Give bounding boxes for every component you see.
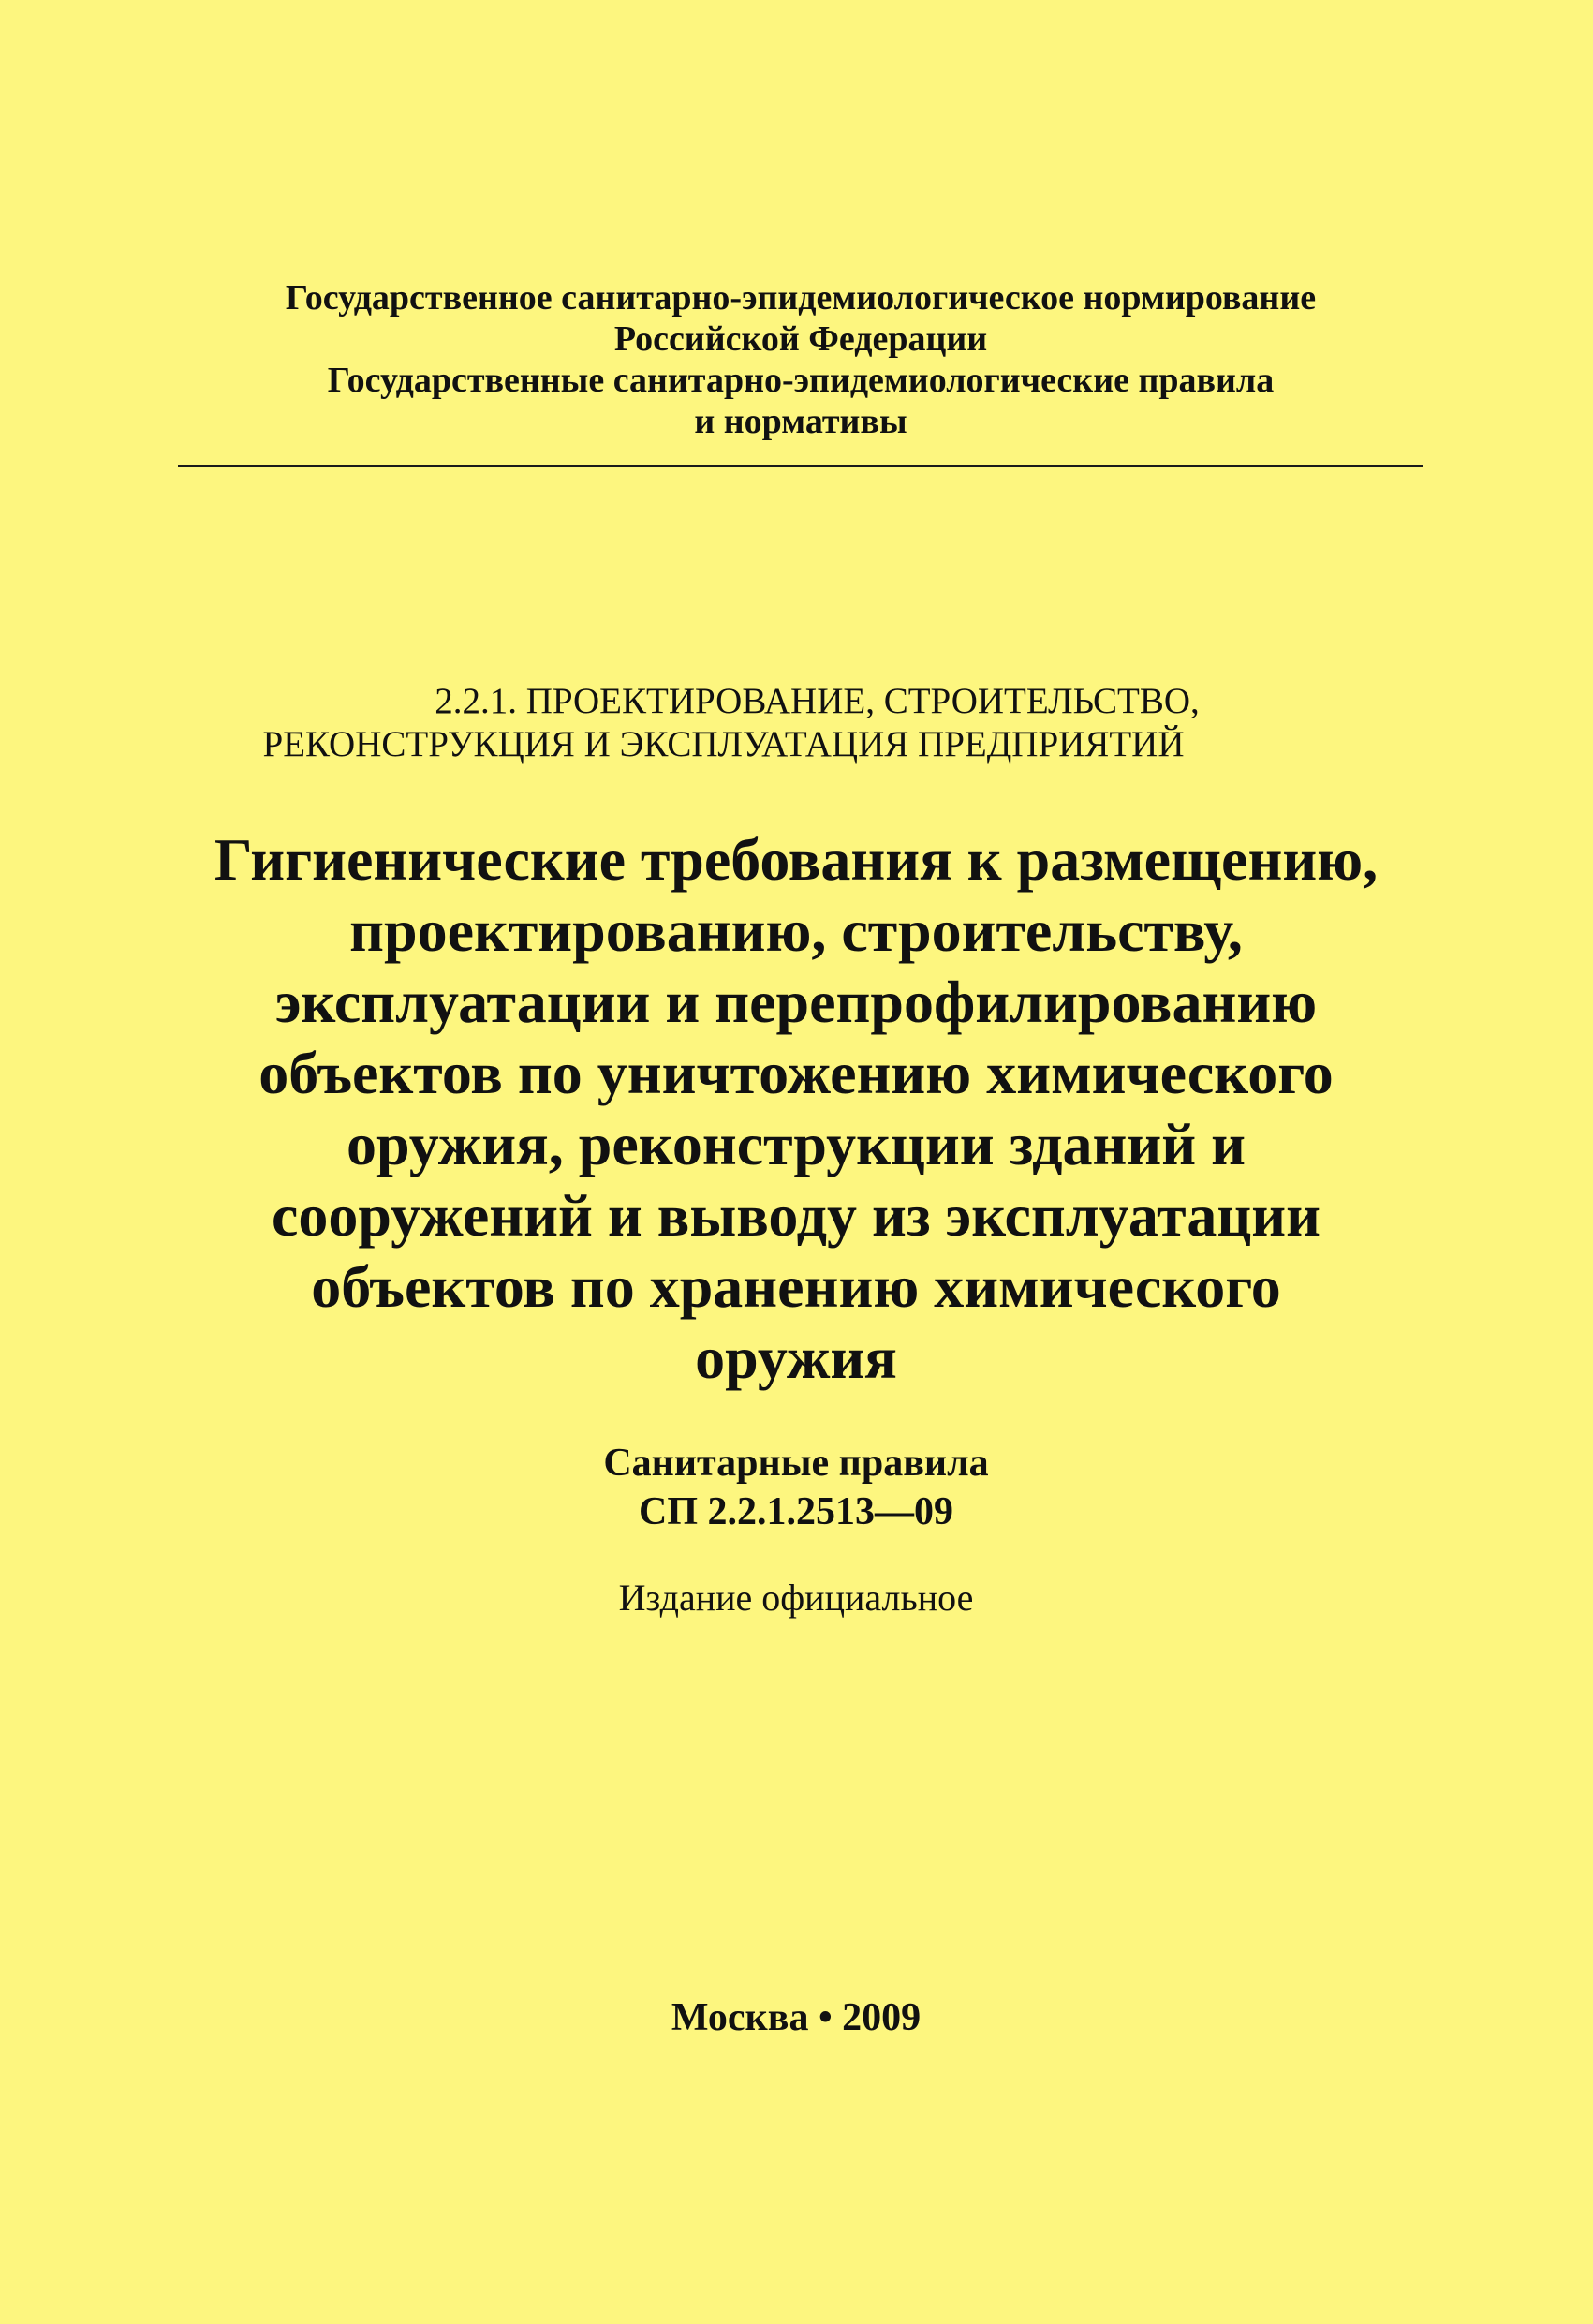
- document-title: [112, 824, 1480, 1394]
- title-line: объектов по уничтожению химического: [258, 1040, 1334, 1106]
- title-line: проектированию, строительству,: [349, 897, 1243, 964]
- section-line: РЕКОНСТРУКЦИЯ И ЭКСПЛУАТАЦИЯ ПРЕДПРИЯТИЙ: [262, 724, 1185, 764]
- header-divider: [178, 465, 1423, 467]
- section-line: 2.2.1. ПРОЕКТИРОВАНИЕ, СТРОИТЕЛЬСТВО,: [435, 681, 1200, 721]
- title-line: оружия: [695, 1325, 897, 1391]
- rules-type: Санитарные правила: [603, 1442, 989, 1485]
- title-line: Гигиенические требования к размещению,: [214, 826, 1379, 893]
- title-line: эксплуатации и перепрофилированию: [274, 969, 1318, 1035]
- issuing-authority-header: [178, 277, 1423, 442]
- header-line: Государственные санитарно-эпидемиологические правила: [327, 361, 1275, 400]
- title-line: сооружений и выводу из эксплуатации: [271, 1182, 1321, 1249]
- header-line: Государственное санитарно-эпидемиологическое нормирование: [285, 278, 1317, 318]
- title-line: оружия, реконструкции зданий и: [346, 1111, 1246, 1177]
- rules-code: СП 2.2.1.2513—09: [639, 1490, 953, 1533]
- edition-note: Издание официальное: [618, 1576, 974, 1619]
- title-line: объектов по хранению химического: [311, 1253, 1281, 1320]
- section-heading: [187, 680, 1405, 766]
- publication-imprint: Москва • 2009: [671, 1996, 922, 2039]
- sanitary-rules-designation: [468, 1439, 1124, 1536]
- header-line: и нормативы: [694, 402, 907, 441]
- header-line: Российской Федерации: [613, 319, 988, 359]
